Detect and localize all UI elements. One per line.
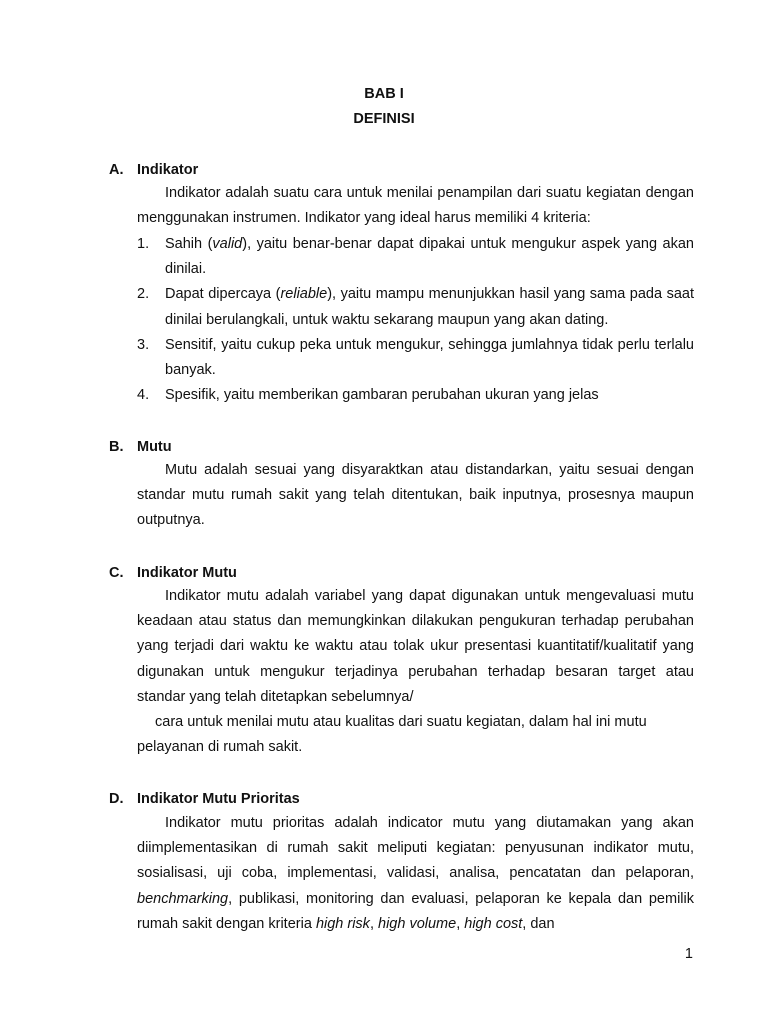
section-c-body: Indikator mutu adalah variabel yang dapat digunakan untuk mengevaluasi mutu keadaan atau status dan memungkinkan dilakukan pengukuran terhadap perubahan yang terjadi dari waktu ke waktu atau tolak ukur presentasi kuantitatif/kualitatif yang digunakan untuk mengukur terjadinya perubahan terhadap besaran target atau standar yang telah ditetapkan sebelumnya/ [137,588,694,705]
section-c-heading [109,565,237,581]
section-a-letter: A. [109,162,124,178]
section-a-title: Indikator [137,162,199,178]
section-b-title: Mutu [137,439,172,455]
section-b-body: Mutu adalah sesuai yang disyaraktkan atau distandarkan, yaitu sesuai dengan standar mutu rumah sakit yang telah ditentukan, baik inputnya, prosesnya maupun outputnya. [137,462,694,529]
section-d-letter: D. [109,791,124,807]
chapter-title: DEFINISI [353,111,415,127]
section-c-body-continued: cara untuk menilai mutu atau kualitas dari suatu kegiatan, dalam hal ini mutu [155,714,647,730]
section-c-body-end: pelayanan di rumah sakit. [137,739,303,755]
chapter-number: BAB I [364,86,404,102]
section-b-heading [109,439,172,455]
section-c-letter: C. [109,565,124,581]
list-item: 2. Dapat dipercaya (reliable), yaitu mampu menunjukkan hasil yang sama pada saat dinilai berulangkali, untuk waktu sekarang maupun yang akan dating. [137,286,694,328]
section-a-intro: Indikator adalah suatu cara untuk menilai penampilan dari suatu kegiatan dengan menggunakan instrumen. Indikator yang ideal harus memiliki 4 kriteria: [137,185,694,227]
section-d-title: Indikator Mutu Prioritas [137,791,300,807]
list-item: 4. Spesifik, yaitu memberikan gambaran perubahan ukuran yang jelas [137,387,599,404]
page-number: 1 [684,946,693,962]
list-item: 1. Sahih (valid), yaitu benar-benar dapat dipakai untuk mengukur aspek yang akan dinilai. [137,236,694,278]
section-d-heading [109,791,300,807]
section-a-heading [109,162,198,178]
section-b-letter: B. [109,439,124,455]
section-c-title: Indikator Mutu [137,565,237,581]
section-d-body: Indikator mutu prioritas adalah indicator mutu yang diutamakan yang akan diimplementasikan di rumah sakit meliputi kegiatan: penyusunan indikator mutu, sosialisasi, uji coba, implementasi, validasi, analisa, pencatatan dan pelaporan, benchmarking, publikasi, monitoring dan evaluasi, pelaporan ke kepala dan pemilik rumah sakit dengan kriteria high risk, high volume, high cost, dan [137,815,694,932]
list-item: 3. Sensitif, yaitu cukup peka untuk mengukur, sehingga jumlahnya tidak perlu terlalu banyak. [137,336,694,379]
criteria-list [137,232,694,408]
